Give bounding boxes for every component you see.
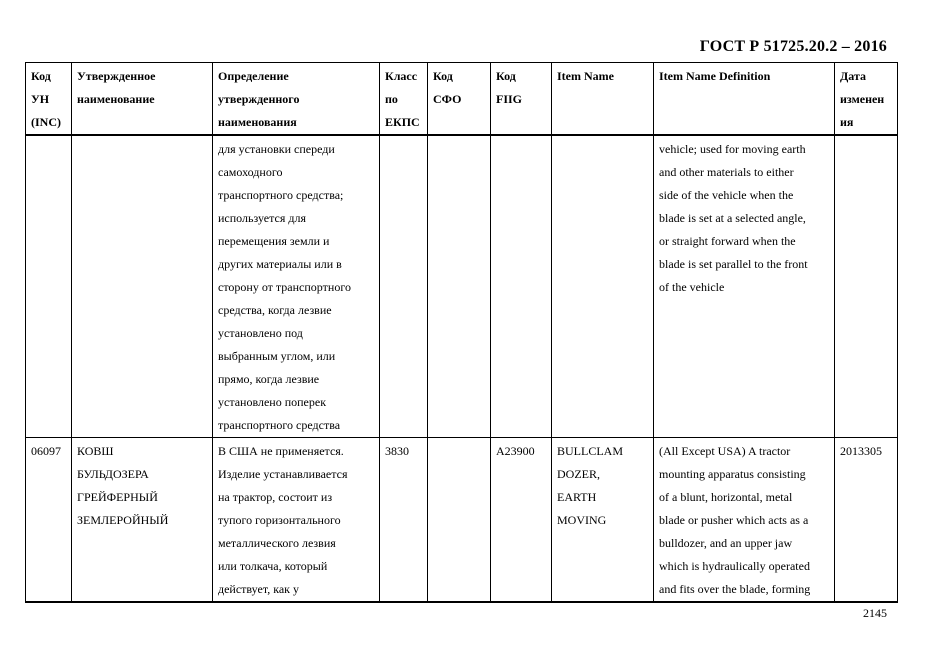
cell-text-line: mounting apparatus consisting [659, 467, 806, 481]
cell-text-line: (INC) [31, 115, 61, 129]
cell-fiig [491, 438, 552, 603]
cell-fiig [491, 135, 552, 438]
cell-text-line: and fits over the blade, forming [659, 582, 811, 596]
cell-text-line: ЕКПС [385, 115, 420, 129]
cell-text-line: наименование [77, 92, 155, 106]
cell-text-line: тупого горизонтального [218, 513, 341, 527]
col-header-sfo [428, 63, 491, 136]
cell-text-line: ГРЕЙФЕРНЫЙ [77, 490, 158, 504]
cell-text-line: для установки спереди [218, 142, 335, 156]
cell-text-line: средства, когда лезвие [218, 303, 332, 317]
col-header-change-date [835, 63, 898, 136]
table-row [26, 135, 898, 438]
cell-text-line: 06097 [31, 444, 61, 458]
col-header-fiig [491, 63, 552, 136]
cell-text-line: DOZER, [557, 467, 600, 481]
col-header-item-name [552, 63, 654, 136]
cell-text-line: других материалы или в [218, 257, 342, 271]
cell-definition [213, 438, 380, 603]
cell-text-line: сторону от транспортного [218, 280, 351, 294]
cell-text-line: Дата [840, 69, 866, 83]
cell-sfo [428, 438, 491, 603]
cell-change-date [835, 135, 898, 438]
cell-text-line: самоходного [218, 165, 283, 179]
page-number: 2145 [863, 606, 887, 620]
cell-text-line: or straight forward when the [659, 234, 796, 248]
cell-text-line: Item Name Definition [659, 69, 771, 83]
cell-inc [26, 135, 72, 438]
cell-text-line: или толкача, который [218, 559, 328, 573]
cell-inc [26, 438, 72, 603]
cell-text-line: прямо, когда лезвие [218, 372, 320, 386]
cell-change-date [835, 438, 898, 603]
cell-text-line: на трактор, состоит из [218, 490, 333, 504]
cell-text-line: blade is set parallel to the front [659, 257, 808, 271]
cell-text-line: по [385, 92, 398, 106]
cell-text-line: of a blunt, horizontal, metal [659, 490, 793, 504]
cell-text-line: наименования [218, 115, 297, 129]
cell-text-line: side of the vehicle when the [659, 188, 794, 202]
cell-text-line: 3830 [385, 444, 409, 458]
catalog-table [25, 62, 898, 603]
cell-text-line: Код [31, 69, 51, 83]
cell-text-line: EARTH [557, 490, 597, 504]
cell-text-line: БУЛЬДОЗЕРА [77, 467, 149, 481]
cell-text-line: Item Name [557, 69, 614, 83]
cell-text-line: перемещения земли и [218, 234, 330, 248]
cell-item-name [552, 135, 654, 438]
cell-text-line: выбранным углом, или [218, 349, 336, 363]
cell-text-line: установлено поперек [218, 395, 327, 409]
cell-text-line: Изделие устанавливается [218, 467, 348, 481]
cell-text-line: A23900 [496, 444, 535, 458]
cell-text-line: ЗЕМЛЕРОЙНЫЙ [77, 513, 169, 527]
cell-text-line: УН [31, 92, 50, 106]
cell-text-line: of the vehicle [659, 280, 725, 294]
col-header-definition [213, 63, 380, 136]
cell-item-definition [654, 438, 835, 603]
cell-text-line: ия [840, 115, 854, 129]
cell-text-line: Утвержденное [77, 69, 156, 83]
table-row [26, 438, 898, 603]
cell-class [380, 135, 428, 438]
cell-text-line: BULLCLAM [557, 444, 623, 458]
cell-text-line: транспортного средства [218, 418, 341, 432]
cell-approved-name [72, 438, 213, 603]
cell-text-line: Определение [218, 69, 289, 83]
cell-text-line: (All Except USA) A tractor [659, 444, 791, 458]
cell-text-line: 2013305 [840, 444, 882, 458]
document-standard-header: ГОСТ Р 51725.20.2 – 2016 [699, 38, 887, 55]
cell-text-line: утвержденного [218, 92, 300, 106]
col-header-approved-name [72, 63, 213, 136]
col-header-item-definition [654, 63, 835, 136]
table-header-row [26, 63, 898, 136]
cell-approved-name [72, 135, 213, 438]
cell-text-line: металлического лезвия [218, 536, 336, 550]
cell-text-line: blade is set at a selected angle, [659, 211, 806, 225]
cell-text-line: КОВШ [77, 444, 114, 458]
cell-text-line: Код [496, 69, 516, 83]
cell-text-line: действует, как у [218, 582, 299, 596]
cell-text-line: which is hydraulically operated [659, 559, 810, 573]
cell-text-line: СФО [433, 92, 462, 106]
cell-text-line: FIIG [496, 92, 523, 106]
cell-text-line: bulldozer, and an upper jaw [659, 536, 793, 550]
cell-text-line: vehicle; used for moving earth [659, 142, 806, 156]
col-header-class [380, 63, 428, 136]
cell-text-line: MOVING [557, 513, 607, 527]
cell-definition [213, 135, 380, 438]
cell-text-line: установлено под [218, 326, 303, 340]
cell-item-name [552, 438, 654, 603]
cell-sfo [428, 135, 491, 438]
cell-class [380, 438, 428, 603]
cell-text-line: Класс [385, 69, 418, 83]
cell-text-line: Код [433, 69, 453, 83]
cell-text-line: используется для [218, 211, 306, 225]
col-header-inc [26, 63, 72, 136]
cell-text-line: and other materials to either [659, 165, 794, 179]
cell-item-definition [654, 135, 835, 438]
cell-text-line: изменен [840, 92, 885, 106]
cell-text-line: В США не применяется. [218, 444, 344, 458]
cell-text-line: blade or pusher which acts as a [659, 513, 809, 527]
cell-text-line: транспортного средства; [218, 188, 344, 202]
